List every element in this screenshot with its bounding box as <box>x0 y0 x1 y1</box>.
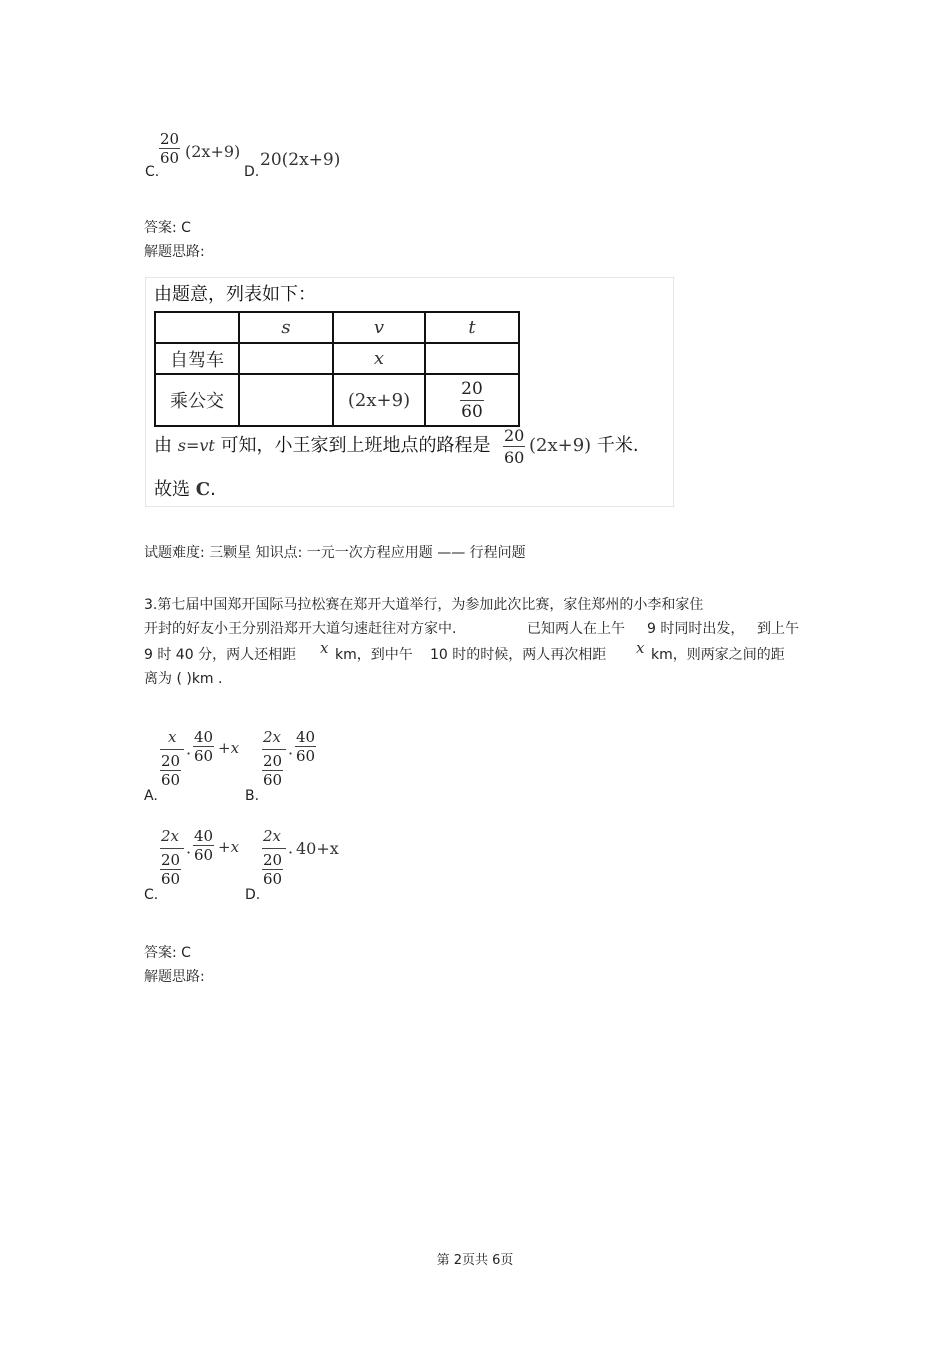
q3-option-b: B. 2x $\frac{20}{60}$ · $\frac{40}{60}$ <box>245 728 316 804</box>
q3-option-c: C. 2x $\frac{20}{60}$ · $\frac{40}{60}$ +x <box>144 827 240 903</box>
q3-line1: 3.第七届中国郑开国际马拉松赛在郑开大道举行，为参加此次比赛，家住郑州的小李和家住 <box>144 597 704 613</box>
fraction: $\frac{20}{60}$ <box>461 378 483 422</box>
table-cell <box>239 343 333 374</box>
q3-line3: 9 时 40 分，两人还相距 <box>144 647 297 663</box>
table-header-v: v <box>333 312 425 343</box>
option-label: D. <box>245 887 261 903</box>
option-label: A. <box>144 788 158 804</box>
solution-table <box>154 311 520 427</box>
fraction: $\frac{40}{60}$ <box>194 728 214 765</box>
option-label: B. <box>245 788 260 804</box>
q3-line3-part: 10 时的时候，两人再次相距 <box>430 647 607 663</box>
variable-x: x <box>320 639 329 657</box>
table-cell <box>239 374 333 426</box>
q3-line2-part: 到上午 <box>757 621 799 637</box>
table-cell: x <box>333 343 425 374</box>
row-label: 乘公交 <box>155 374 239 426</box>
fraction: $\frac{20}{60}$ <box>161 752 181 789</box>
solution-conclusion-tail: (2x+9) 千米. <box>529 435 639 456</box>
table-cell: (2x+9) <box>333 374 425 426</box>
expression: 20(2x+9) <box>260 150 341 170</box>
fraction: $\frac{20}{60}$ <box>263 851 283 888</box>
expression: (2x+9) <box>185 142 241 161</box>
table-row <box>155 374 519 426</box>
q3-answer: 答案: C <box>144 945 191 961</box>
fraction-bar <box>262 848 286 849</box>
q3-line3-part: km，到中午 <box>335 647 413 663</box>
solution-conclusion: 由 s=vt 可知，小王家到上班地点的路程是 <box>154 435 491 456</box>
fraction: $\frac{20}{60}$ <box>263 752 283 789</box>
fraction: $\frac{20}{60}$ <box>504 426 525 467</box>
table-row <box>155 343 519 374</box>
fraction-bar <box>160 848 184 849</box>
table-header-s: s <box>239 312 333 343</box>
table-header-t: t <box>425 312 519 343</box>
q3-line3-part: km，则两家之间的距 <box>651 647 785 663</box>
q2-answer: 答案: C <box>144 220 191 236</box>
solution-choice: 故选 C. <box>154 479 216 500</box>
page-footer: 第 2页共 6页 <box>436 1253 514 1268</box>
fraction-bar <box>262 749 286 750</box>
fraction-bar <box>160 749 184 750</box>
q3-line2: 开封的好友小王分别沿郑开大道匀速赶往对方家中. <box>144 621 457 637</box>
q3-option-d: D. 2x $\frac{20}{60}$ · 40+x <box>245 827 339 903</box>
q3-line2-part: 9 时同时出发， <box>647 621 745 637</box>
fraction: $\frac{40}{60}$ <box>194 827 214 864</box>
fraction: $\frac{20}{60}$ <box>161 851 181 888</box>
option-label: D. <box>244 164 260 180</box>
q3-line4: 离为 ( )km . <box>144 671 223 687</box>
option-label: C. <box>144 887 159 903</box>
q3-option-a: A. x $\frac{20}{60}$ · $\frac{40}{60}$ +x <box>144 728 240 804</box>
q3-solution-label: 解题思路: <box>144 969 205 985</box>
table-cell <box>425 374 519 426</box>
fraction: $\frac{20}{60}$ <box>160 130 180 167</box>
solution-intro: 由题意，列表如下： <box>154 284 316 305</box>
solution-figure <box>145 277 674 507</box>
formula: s=vt <box>177 436 215 455</box>
fraction: $\frac{40}{60}$ <box>296 728 316 765</box>
option-label: C. <box>145 164 160 180</box>
q3-line2-part: 已知两人在上午 <box>527 621 625 637</box>
variable-x: x <box>636 639 645 657</box>
table-cell <box>155 312 239 343</box>
table-header-row <box>155 312 519 343</box>
q2-meta: 试题难度: 三颗星 知识点: 一元一次方程应用题 —— 行程问题 <box>144 545 526 561</box>
q2-solution-label: 解题思路: <box>144 244 205 260</box>
row-label: 自驾车 <box>155 343 239 374</box>
table-cell <box>425 343 519 374</box>
